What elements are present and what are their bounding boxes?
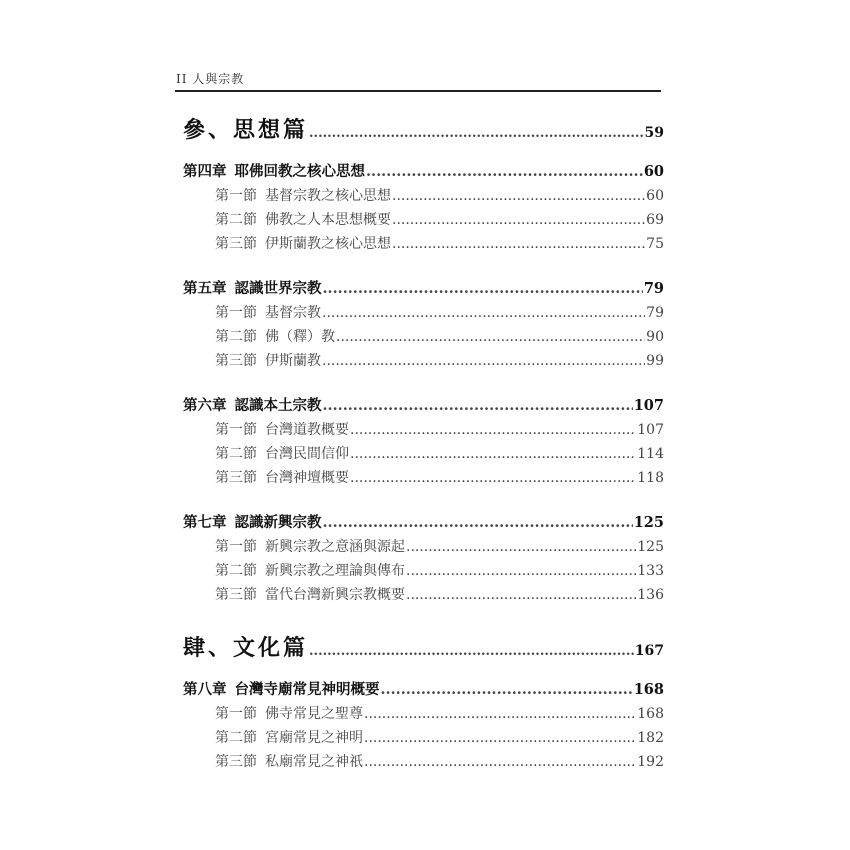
dot-leader	[406, 583, 636, 607]
toc-chapter-entry[interactable]	[183, 394, 664, 418]
section-title: 台灣民間信仰	[265, 446, 349, 462]
toc-section-entry[interactable]	[183, 466, 664, 490]
dot-leader	[364, 750, 636, 774]
section-number: 第三節	[215, 587, 257, 603]
toc-part-entry[interactable]	[183, 110, 664, 150]
dot-leader	[381, 678, 633, 702]
toc-chapter-entry[interactable]	[183, 160, 664, 184]
section-page-number: 69	[646, 212, 664, 228]
toc-section-entry[interactable]	[183, 325, 664, 349]
table-of-contents	[183, 110, 664, 795]
section-number: 第一節	[215, 422, 257, 438]
section-number: 第二節	[215, 212, 257, 228]
chapter-title: 認識新興宗教	[234, 514, 322, 531]
section-number: 第二節	[215, 446, 257, 462]
section-number: 第一節	[215, 305, 257, 321]
toc-section-entry[interactable]	[183, 726, 664, 750]
section-page-number: 79	[646, 305, 664, 321]
chapter-title: 耶佛回教之核心思想	[234, 163, 365, 180]
section-page-number: 192	[637, 754, 664, 770]
toc-chapter-entry[interactable]	[183, 678, 664, 702]
dot-leader	[350, 442, 636, 466]
section-number: 第一節	[215, 706, 257, 722]
running-header: II 人與宗教	[176, 72, 245, 86]
toc-chapter-entry[interactable]	[183, 511, 664, 535]
chapter-block	[183, 678, 664, 774]
dot-leader	[309, 114, 644, 154]
section-page-number: 107	[637, 422, 664, 438]
dot-leader	[350, 466, 636, 490]
section-title: 私廟常見之神祇	[265, 754, 363, 770]
toc-section-entry[interactable]	[183, 583, 664, 607]
dot-leader	[323, 511, 633, 535]
toc-section-entry[interactable]	[183, 750, 664, 774]
dot-leader	[323, 394, 633, 418]
part-page-number: 59	[644, 125, 664, 141]
chapter-number: 第七章	[183, 514, 227, 531]
section-title: 台灣道教概要	[265, 422, 349, 438]
section-title: 基督宗教	[265, 305, 321, 321]
chapter-page-number: 79	[643, 280, 664, 297]
toc-section-entry[interactable]	[183, 349, 664, 373]
section-number: 第一節	[215, 188, 257, 204]
section-page-number: 125	[637, 539, 664, 555]
chapter-block	[183, 277, 664, 373]
toc-section-entry[interactable]	[183, 702, 664, 726]
dot-leader	[322, 301, 645, 325]
section-page-number: 90	[646, 329, 664, 345]
dot-leader	[322, 349, 645, 373]
chapter-number: 第四章	[183, 163, 227, 180]
section-page-number: 133	[637, 563, 664, 579]
section-page-number: 99	[646, 353, 664, 369]
section-title: 新興宗教之意涵與源起	[265, 539, 405, 555]
section-title: 當代台灣新興宗教概要	[265, 587, 405, 603]
section-page-number: 168	[637, 706, 664, 722]
section-title: 佛（釋）教	[265, 329, 335, 345]
part-page-number: 167	[634, 643, 664, 659]
chapter-block	[183, 511, 664, 607]
chapter-title: 認識世界宗教	[234, 280, 322, 297]
dot-leader	[392, 184, 645, 208]
section-page-number: 182	[637, 730, 664, 746]
section-number: 第三節	[215, 353, 257, 369]
dot-leader	[366, 160, 643, 184]
toc-chapter-entry[interactable]	[183, 277, 664, 301]
toc-section-entry[interactable]	[183, 442, 664, 466]
section-page-number: 118	[637, 470, 664, 486]
chapter-page-number: 168	[633, 681, 664, 698]
header-rule	[175, 90, 661, 92]
part-title: 參、思想篇	[183, 117, 309, 143]
dot-leader	[406, 559, 636, 583]
dot-leader	[364, 702, 636, 726]
dot-leader	[309, 632, 634, 672]
section-number: 第二節	[215, 730, 257, 746]
dot-leader	[323, 277, 643, 301]
chapter-number: 第六章	[183, 397, 227, 414]
section-title: 佛教之人本思想概要	[265, 212, 391, 228]
dot-leader	[364, 726, 636, 750]
chapter-block	[183, 160, 664, 256]
section-number: 第三節	[215, 470, 257, 486]
section-number: 第三節	[215, 236, 257, 252]
toc-section-entry[interactable]	[183, 184, 664, 208]
toc-section-entry[interactable]	[183, 232, 664, 256]
section-title: 新興宗教之理論與傳布	[265, 563, 405, 579]
dot-leader	[350, 418, 636, 442]
chapter-page-number: 125	[633, 514, 664, 531]
section-title: 台灣神壇概要	[265, 470, 349, 486]
section-number: 第三節	[215, 754, 257, 770]
section-number: 第二節	[215, 563, 257, 579]
section-page-number: 75	[646, 236, 664, 252]
chapter-number: 第八章	[183, 681, 227, 698]
chapter-number: 第五章	[183, 280, 227, 297]
dot-leader	[336, 325, 645, 349]
section-title: 伊斯蘭教之核心思想	[265, 236, 391, 252]
section-number: 第一節	[215, 539, 257, 555]
section-title: 伊斯蘭教	[265, 353, 321, 369]
toc-section-entry[interactable]	[183, 535, 664, 559]
section-page-number: 136	[637, 587, 664, 603]
part-title: 肆、文化篇	[183, 635, 309, 661]
dot-leader	[392, 232, 645, 256]
section-title: 佛寺常見之聖尊	[265, 706, 363, 722]
chapter-block	[183, 394, 664, 490]
dot-leader	[406, 535, 636, 559]
section-page-number: 114	[637, 446, 664, 462]
chapter-title: 台灣寺廟常見神明概要	[234, 681, 380, 698]
section-title: 宮廟常見之神明	[265, 730, 363, 746]
dot-leader	[392, 208, 645, 232]
chapter-page-number: 107	[633, 397, 664, 414]
toc-section-entry[interactable]	[183, 559, 664, 583]
toc-section-entry[interactable]	[183, 301, 664, 325]
chapter-page-number: 60	[643, 163, 664, 180]
section-number: 第二節	[215, 329, 257, 345]
toc-part-entry[interactable]	[183, 628, 664, 668]
section-title: 基督宗教之核心思想	[265, 188, 391, 204]
section-page-number: 60	[646, 188, 664, 204]
toc-section-entry[interactable]	[183, 418, 664, 442]
toc-section-entry[interactable]	[183, 208, 664, 232]
chapter-title: 認識本土宗教	[234, 397, 322, 414]
